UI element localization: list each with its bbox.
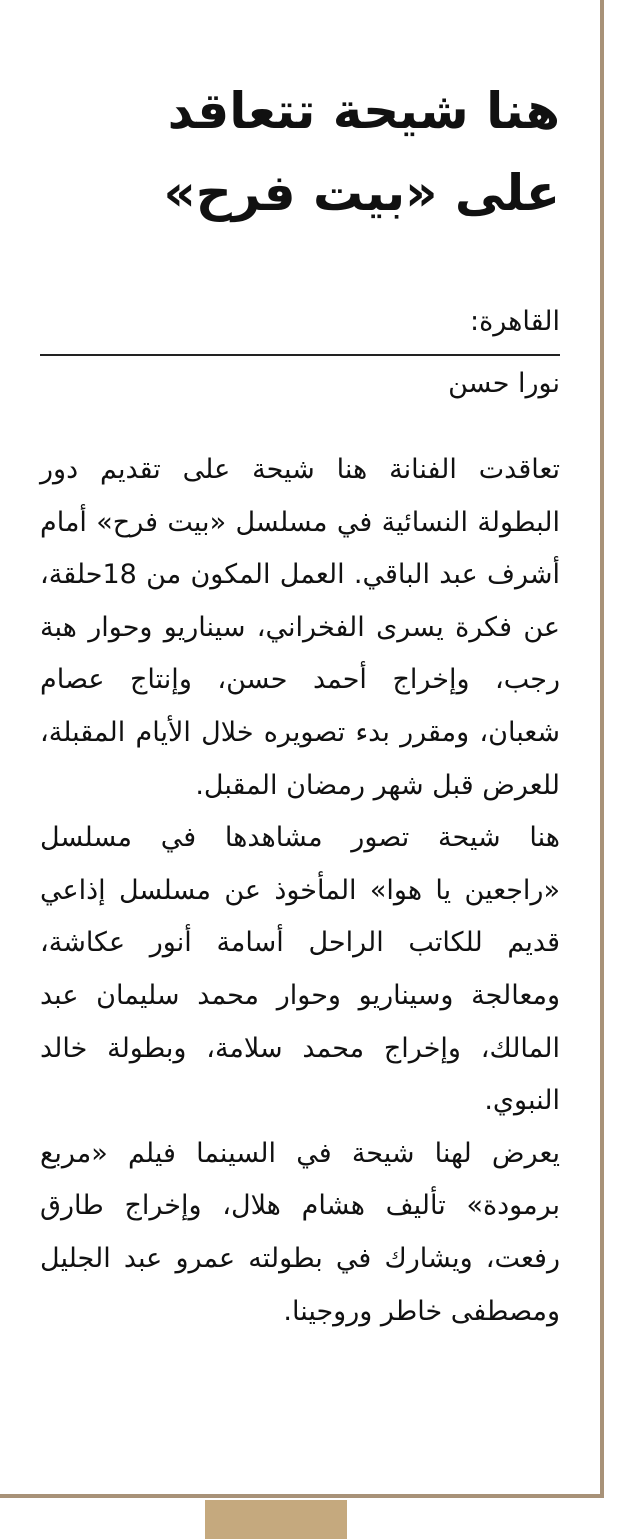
bottom-decorative-tab [205,1500,347,1539]
divider [40,354,560,356]
paragraph: هنا شيحة تصور مشاهدها في مسلسل «راجعين يا هوا» المأخوذ عن مسلسل إذاعي قديم للكاتب الراحل أسامة أنور عكاشة، ومعالجة وسيناريو وحوار محمد سليمان عبد المالك، وإخراج محمد سلامة، وبطولة خالد النبوي. [40,822,560,1117]
dateline: القاهرة: [470,306,560,337]
byline: نورا حسن [448,368,560,399]
article [40,70,560,1338]
article-body [40,444,560,1338]
headline-line-2: على «بيت فرح» [163,164,560,222]
paragraph: يعرض لهنا شيحة في السينما فيلم «مربع برمودة» تأليف هشام هلال، وإخراج طارق رفعت، ويشارك في بطولته عمرو عبد الجليل ومصطفى خاطر وروجينا. [40,1137,560,1327]
headline [40,70,560,234]
paragraph: تعاقدت الفنانة هنا شيحة على تقديم دور البطولة النسائية في مسلسل «بيت فرح» أمام أشرف عبد الباقي. العمل المكون من 18حلقة، عن فكرة يسرى الفخراني، سيناريو وحوار هبة رجب، وإخراج أحمد حسن، وإنتاج عصام شعبان، ومقرر بدء تصويره خلال الأيام المقبلة، للعرض قبل شهر رمضان المقبل. [40,454,560,801]
headline-line-1: هنا شيحة تتعاقد [167,82,560,140]
